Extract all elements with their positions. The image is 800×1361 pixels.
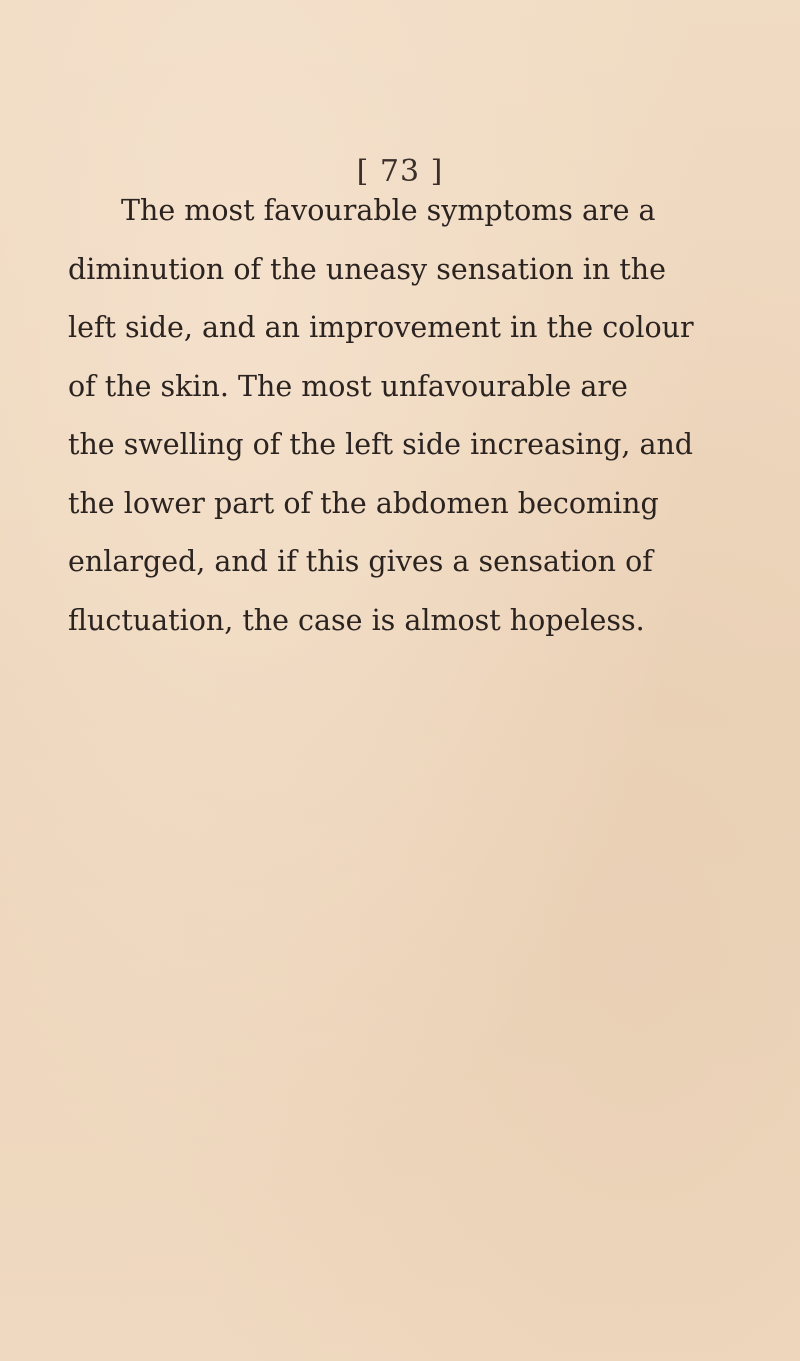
- text-line: the swelling of the left side increasing, and: [68, 428, 694, 461]
- text-line: diminution of the uneasy sensation in the: [68, 252, 667, 286]
- text-line: fluctuation, the case is almost hopeless.: [68, 603, 645, 637]
- page-number: [ 73 ]: [356, 154, 444, 189]
- text-line: of the skin. The most unfavourable are: [68, 369, 628, 403]
- text-line: enlarged, and if this gives a sensation of: [68, 545, 653, 578]
- text-line: The most favourable symptoms are a: [121, 194, 656, 227]
- text-line: left side, and an improvement in the colour: [68, 311, 694, 344]
- body-paragraph: [68, 182, 694, 650]
- text-line: the lower part of the abdomen becoming: [68, 486, 659, 520]
